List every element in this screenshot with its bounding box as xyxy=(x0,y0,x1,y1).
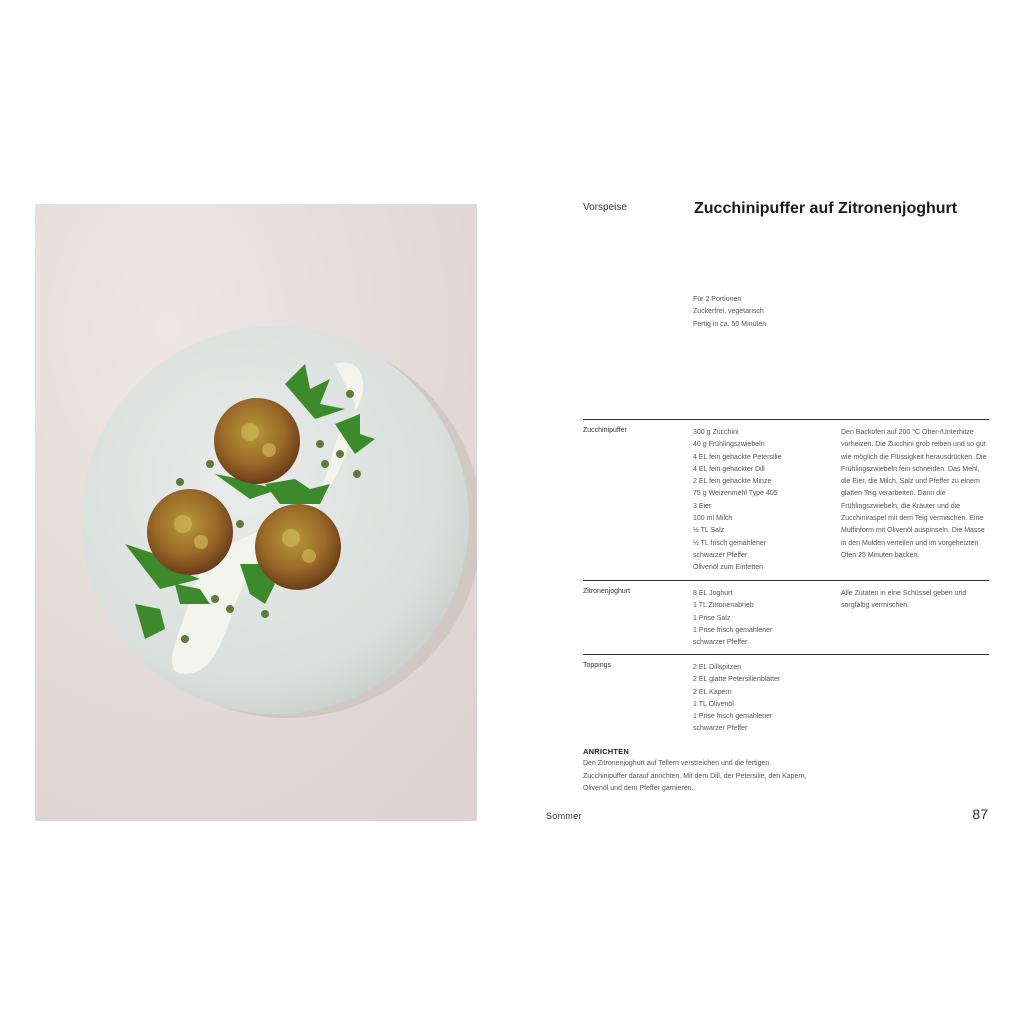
section-label: Zitronenjoghurt xyxy=(583,588,631,595)
recipe-meta xyxy=(693,294,766,331)
ingredient-item: 2 EL Dillspitzen xyxy=(693,664,741,671)
dish-photo xyxy=(35,204,477,821)
recipe-category: Vorspeise xyxy=(583,202,627,213)
ingredient-item: 2 EL Kapern xyxy=(693,688,732,696)
puffer-3 xyxy=(255,504,341,590)
ingredient-item: Olivenöl zum Einfetten xyxy=(693,564,764,572)
ingredient-item: ½ TL Salz xyxy=(693,527,725,535)
dish-illustration xyxy=(35,204,477,821)
chapter-name: Sommer xyxy=(546,811,582,821)
ingredient-item: 100 ml Milch xyxy=(693,515,733,523)
section-instructions: Alle Zutaten in eine Schüssel geben und sorgfältig vermischen. xyxy=(841,590,967,610)
serving-section xyxy=(583,746,813,795)
page-number: 87 xyxy=(972,806,988,822)
section-zucchinipuffer xyxy=(583,419,989,581)
ingredient-item: schwarzer Pfeffer xyxy=(693,551,748,559)
ingredient-item: 8 EL Joghurt xyxy=(693,590,733,597)
ingredient-item: 2 EL glatte Petersilienblätter xyxy=(693,676,781,684)
ingredient-item: 40 g Frühlingszwiebeln xyxy=(693,441,765,449)
section-label: Zucchinipuffer xyxy=(583,427,627,434)
puffer-1 xyxy=(214,398,300,484)
ingredient-item: 1 Prise frisch gemahlener xyxy=(693,713,773,721)
ingredient-item: 300 g Zucchini xyxy=(693,429,739,436)
section-zitronenjoghurt xyxy=(583,580,989,655)
meta-diet: Zuckerfrei, vegetarisch xyxy=(693,308,764,316)
meta-servings: Für 2 Portionen xyxy=(693,296,742,303)
ingredient-item: 75 g Weizenmehl Type 405 xyxy=(693,490,778,498)
ingredient-item: 1 TL Olivenöl xyxy=(693,700,734,708)
ingredient-item: 4 EL fein gehackte Petersilie xyxy=(693,453,782,461)
section-toppings xyxy=(583,654,989,742)
section-instructions: Den Backofen auf 200 °C Ober-/Unterhitze vorheizen. Die Zucchini grob reiben und so gut wie möglich die Flüssigkeit herausdrücken. Die Frühlingszwiebeln fein schneiden. Das Mehl, die Eier, die Milch, Salz und Pfeffer zu einem glatten Teig verarbeiten. Dann die Frühlingszwiebeln, die Kräuter und die Zucchiniraspel mit dem Teig vermischen. Eine Muffinform mit Olivenöl auspinseln. Die Masse in den Mulden verteilen und im vorgeheizten Ofen 25 Minuten backen. xyxy=(841,429,987,559)
ingredient-list xyxy=(693,427,833,575)
ingredient-item: 1 Prise frisch gemahlener xyxy=(693,626,773,634)
recipe-title: Zucchinipuffer auf Zitronenjoghurt xyxy=(694,200,958,217)
ingredient-item: 4 EL fein gehackter Dill xyxy=(693,465,765,473)
ingredient-list xyxy=(693,662,833,736)
ingredient-list xyxy=(693,588,833,649)
serving-title: ANRICHTEN xyxy=(583,747,629,756)
meta-time: Fertig in ca. 50 Minuten xyxy=(693,320,767,328)
ingredient-item: 3 Eier xyxy=(693,502,712,510)
ingredient-item: 1 Prise Salz xyxy=(693,614,731,622)
ingredient-item: schwarzer Pfeffer xyxy=(693,639,748,647)
ingredient-item: schwarzer Pfeffer xyxy=(693,725,748,733)
ingredient-item: ½ TL frisch gemahlener xyxy=(693,539,767,547)
puffer-2 xyxy=(147,489,233,575)
ingredient-item: 2 EL fein gehackte Minze xyxy=(693,478,772,486)
serving-text: Den Zitronenjoghurt auf Tellern verstreichen und die fertigen Zucchinipuffer darauf anrichten. Mit dem Dill, der Petersilie, den Kapern, Olivenöl und dem Pfeffer garnieren. xyxy=(583,760,807,792)
section-label: Toppings xyxy=(583,662,612,669)
ingredient-item: 1 TL Zitronenabrieb xyxy=(693,602,754,610)
